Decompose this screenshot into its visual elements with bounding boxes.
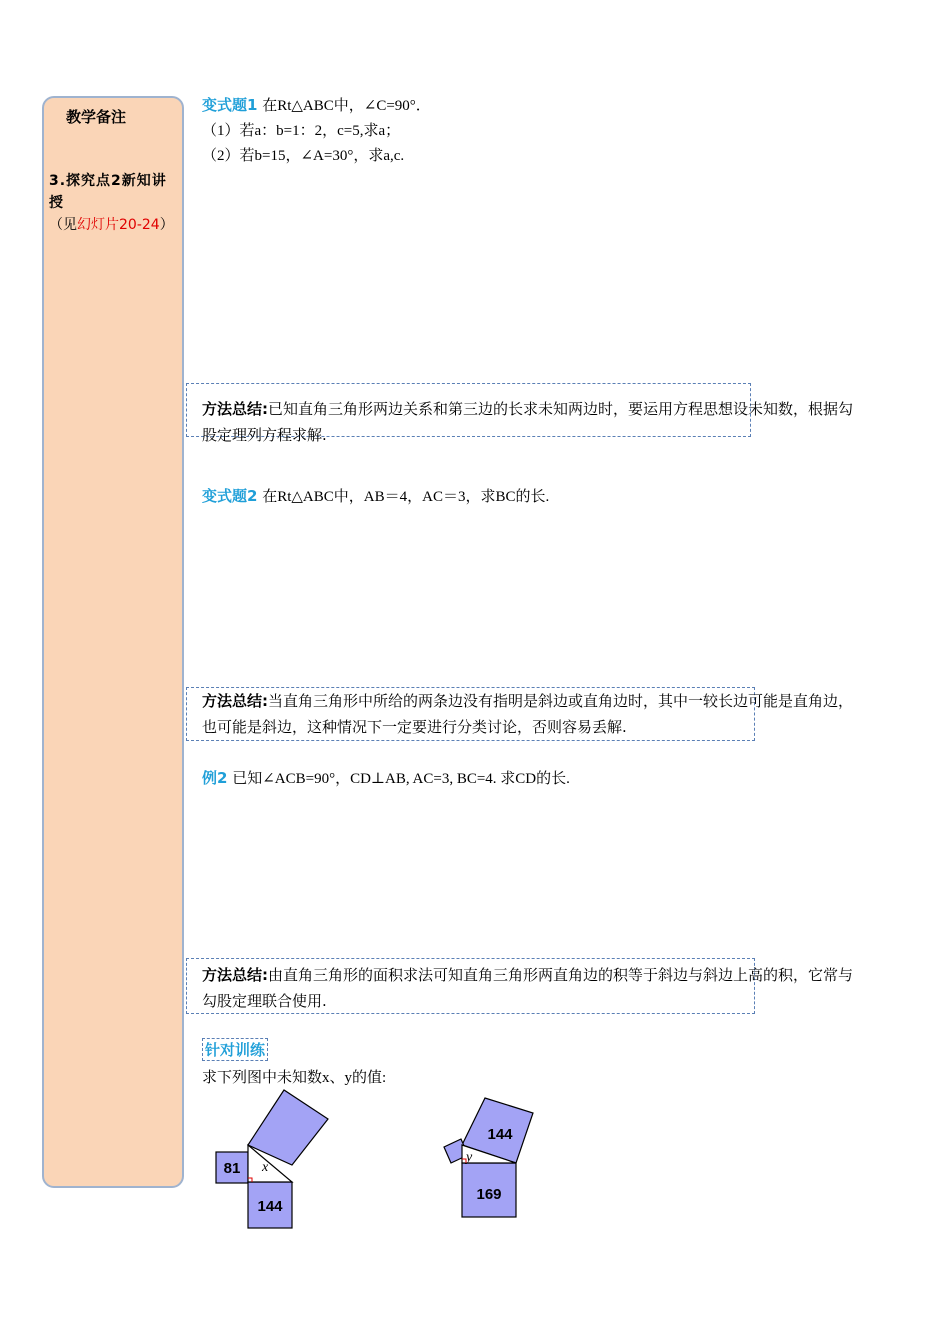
variant1-question1: （1）若a：b=1：2，c=5,求a； (202, 123, 401, 139)
sidebar-slide-reference (49, 214, 181, 236)
training-prompt: 求下列图中未知数x、y的值: (202, 1070, 387, 1086)
fig1-left-label: 81 (223, 1160, 241, 1177)
summary1-text: 已知直角三角形两边关系和第三边的长求未知两边时，要运用方程思想设未知数，根据勾股定理列方程求解. (202, 400, 854, 444)
figure-1 (216, 1090, 328, 1228)
figure-2 (444, 1098, 533, 1217)
training-heading: 针对训练 (202, 1038, 268, 1061)
summary2-label: 方法总结: (202, 692, 268, 710)
summary3-text: 由直角三角形的面积求法可知直角三角形两直角边的积等于斜边与斜边上高的积，它常与勾股定理联合使用. (202, 966, 854, 1010)
variant1-intro-line (202, 94, 431, 115)
teaching-notes-sidebar (42, 96, 184, 1188)
summary1 (202, 396, 862, 448)
pythagoras-figures (210, 1085, 550, 1230)
summary2-text: 当直角三角形中所给的两条边没有指明是斜边或直角边时，其中一较长边可能是直角边，也可能是斜边，这种情况下一定要进行分类讨论，否则容易丢解. (202, 692, 854, 736)
fig2-top-label: 144 (487, 1126, 513, 1143)
summary1-label: 方法总结: (202, 400, 268, 418)
fig2-unknown-y: y (466, 1150, 473, 1165)
variant1-label: 变式题1 (202, 96, 258, 114)
summary3-label: 方法总结: (202, 966, 268, 984)
variant2-text: 在Rt△ABC中，AB＝4，AC＝3，求BC的长. (262, 489, 550, 505)
fig1-bottom-label: 144 (257, 1198, 283, 1215)
slide-ref-close: ） (159, 217, 174, 233)
summary2 (202, 688, 862, 740)
fig1-unknown-x: x (262, 1160, 269, 1175)
variant1-intro: 在Rt△ABC中，∠C=90°． (262, 98, 431, 114)
fig1-hypotenuse-square (248, 1090, 328, 1165)
variant1-question2: （2）若b=15，∠A=30°，求a,c. (202, 148, 405, 164)
sidebar-section: 3.探究点2新知讲授 (49, 173, 167, 211)
variant2-line (202, 485, 549, 506)
example2-text: 已知∠ACB=90°，CD⊥AB, AC=3, BC=4. 求CD的长. (232, 771, 570, 787)
summary3 (202, 962, 862, 1014)
example2-line (202, 767, 570, 788)
slide-ref-open: （见 (49, 217, 77, 233)
slide-ref-range: 幻灯片20-24 (77, 217, 160, 233)
example2-label: 例2 (202, 769, 228, 787)
variant2-label: 变式题2 (202, 487, 258, 505)
fig2-bottom-label: 169 (476, 1186, 502, 1203)
sidebar-title: 教学备注 (66, 108, 127, 126)
